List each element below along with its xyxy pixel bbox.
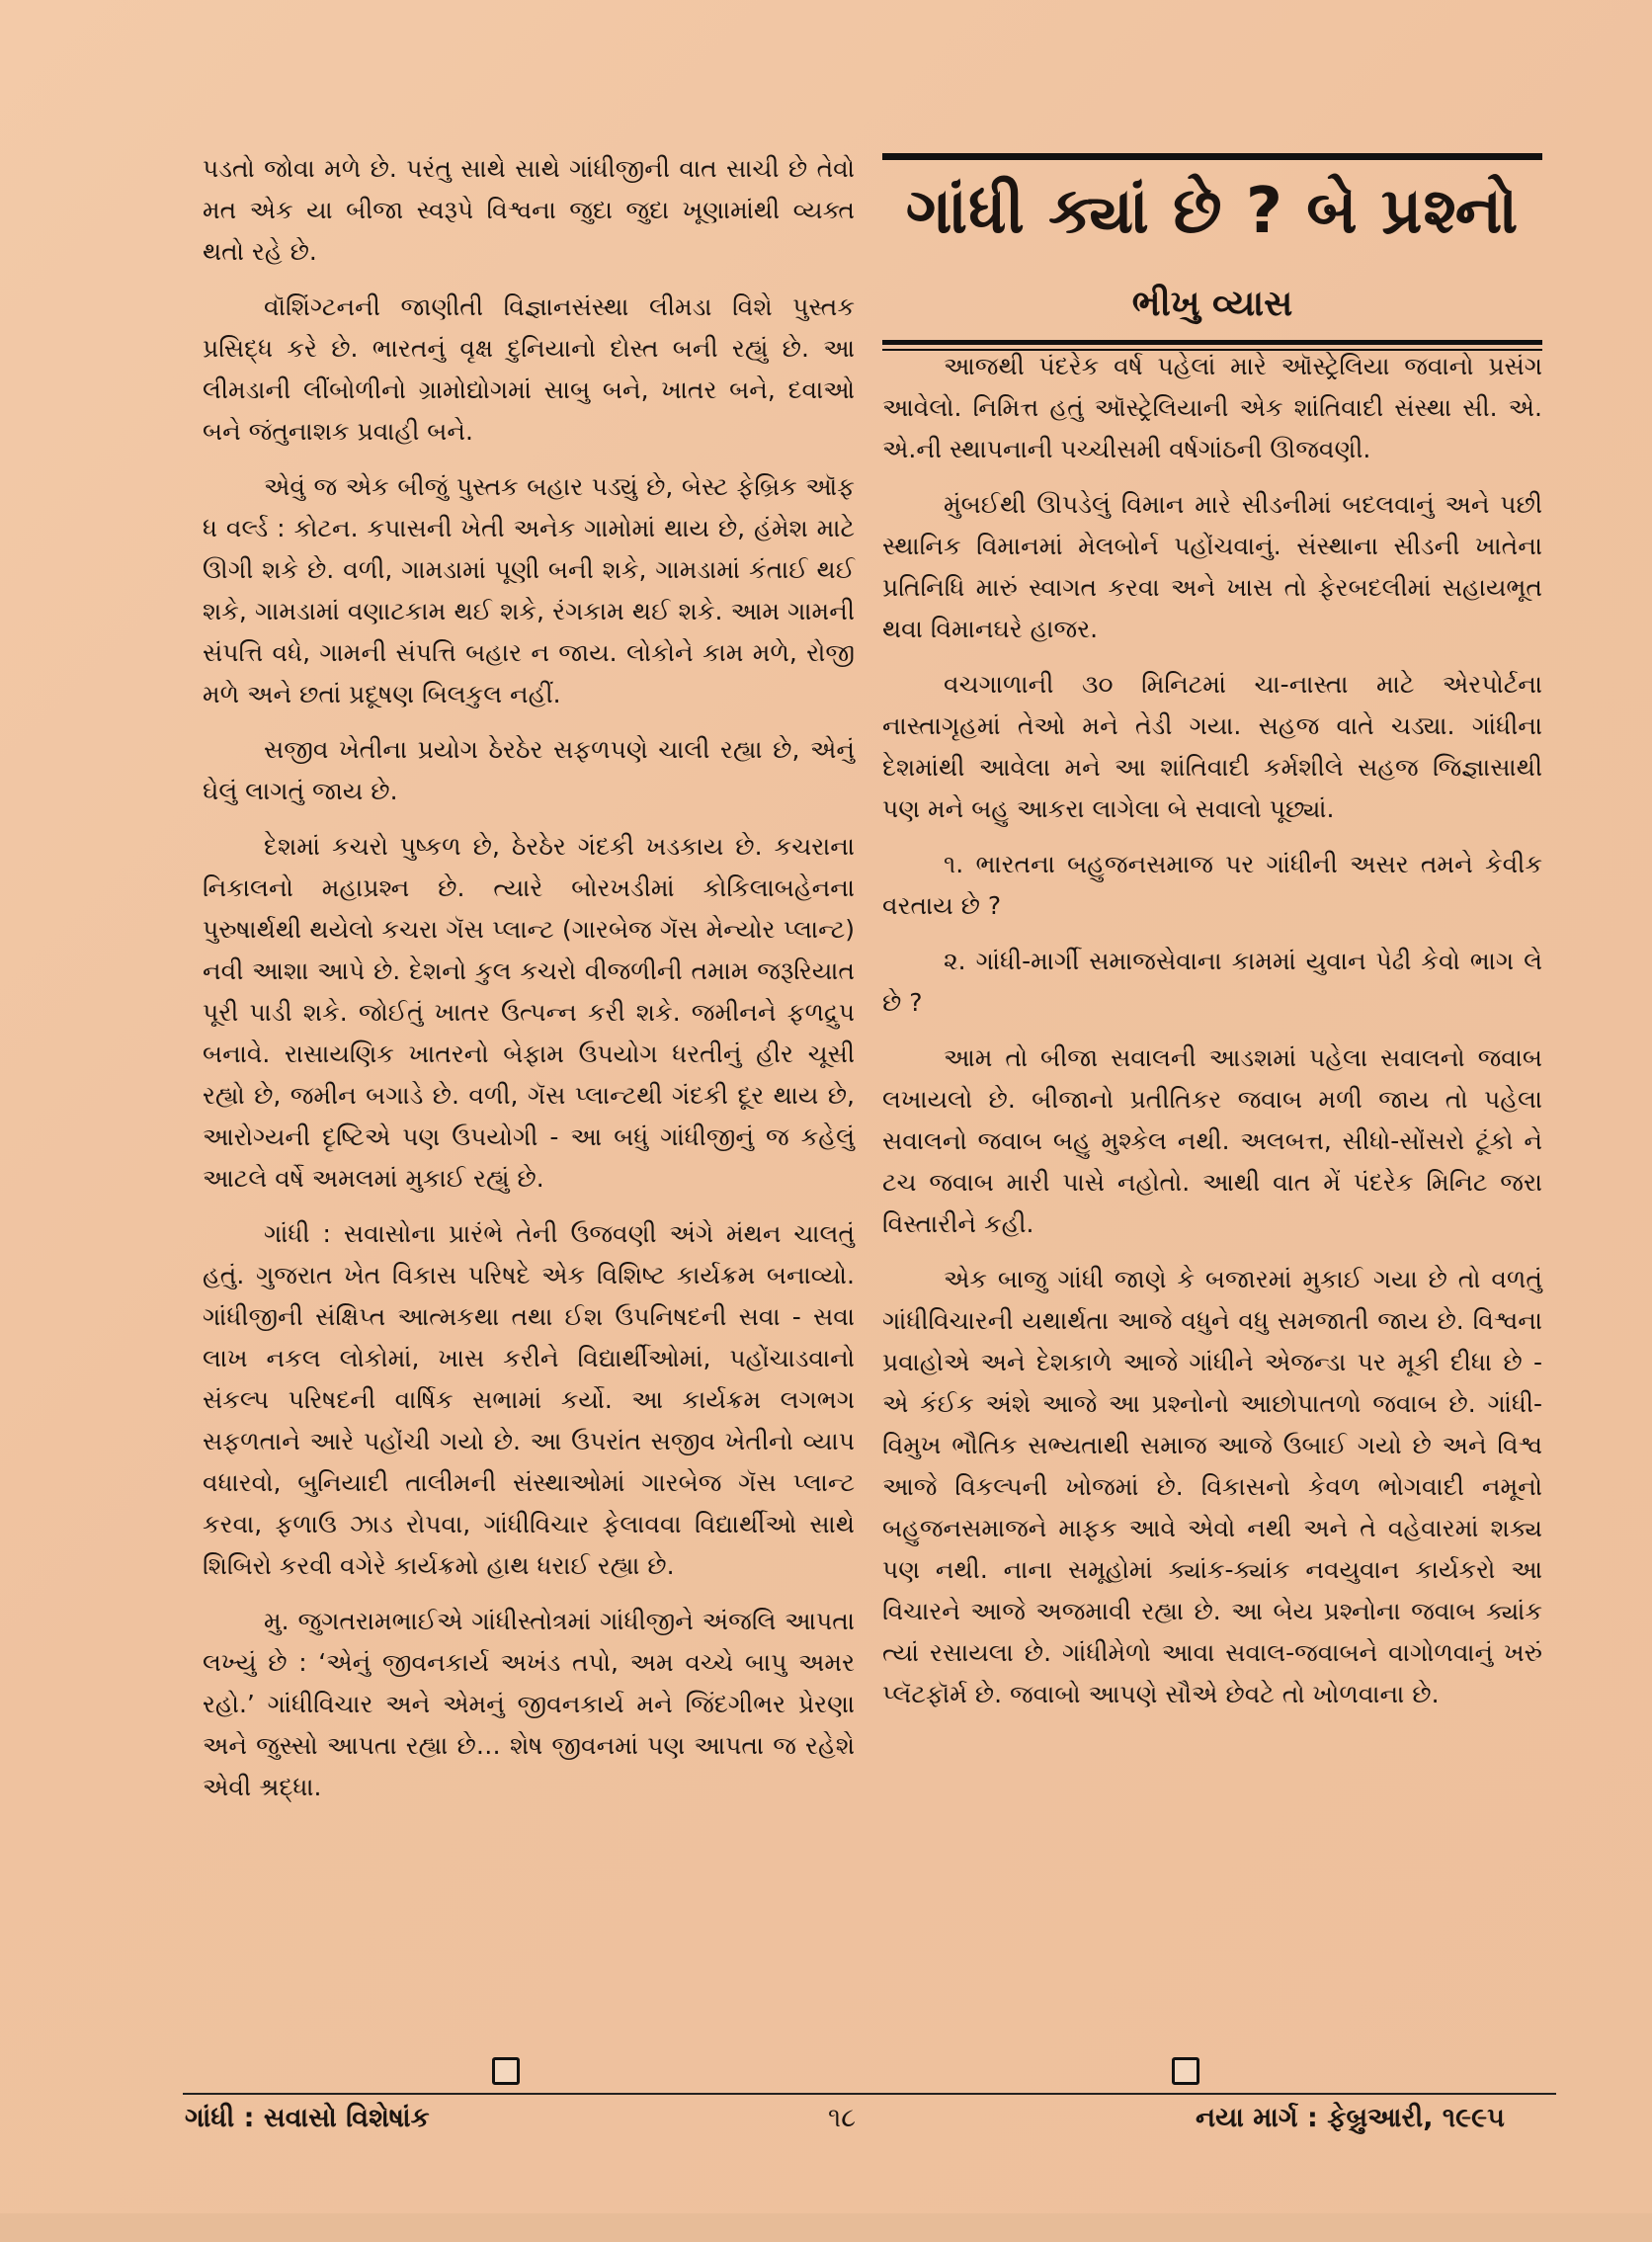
right-paragraph-5: એક બાજુ ગાંધી જાણે કે બજારમાં મુકાઈ ગયા છે તો વળતું ગાંધીવિચારની યથાર્થતા આજે વધુને વધુ સમજાતી જાય છે. વિશ્વના પ્રવાહોએ અને દેશકાળે આજે ગાંધીને એજન્ડા પર મૂકી દીધા છે - એ કંઈક અંશે આજે આ પ્રશ્નોનો આછોપાતળો જવાબ છે. ગાંધી-વિમુખ ભૌતિક સભ્યતાથી સમાજ આજે ઉબાઈ ગયો છે અને વિશ્વ આજે વિકલ્પની ખોજમાં છે. વિકાસનો કેવળ ભોગવાદી નમૂનો બહુજનસમાજને માફક આવે એવો નથી અને તે વહેવારમાં શક્ય પણ નથી. નાના સમૂહોમાં ક્યાંક-ક્યાંક નવયુવાન કાર્યકરો આ વિચારને આજે અજમાવી રહ્યા છે. આ બેય પ્રશ્નોના જવાબ ક્યાંક ત્યાં રસાયલા છે. ગાંધીમેળો આવા સવાલ-જવાબને વાગોળવાનું ખરું પ્લૅટફૉર્મ છે. જવાબો આપણે સૌએ છેવટે તો ખોળવાના છે. xyxy=(882,1265,1542,1708)
question-2: ૨. ગાંધી-માર્ગી સમાજસેવાના કામમાં યુવાન પેઢી કેવો ભાગ લે છે ? xyxy=(882,947,1542,1017)
left-paragraph-4: સજીવ ખેતીના પ્રયોગ ઠેરઠેર સફળપણે ચાલી રહ્યા છે, એનું ઘેલું લાગતું જાય છે. xyxy=(203,735,855,805)
article-header xyxy=(882,153,1542,351)
question-1: ૧. ભારતના બહુજનસમાજ પર ગાંધીની અસર તમને કેવીક વરતાય છે ? xyxy=(882,850,1542,920)
left-paragraph-7: મુ. જુગતરામભાઈએ ગાંધીસ્તોત્રમાં ગાંધીજીને અંજલિ આપતા લખ્યું છે : ‘એનું જીવનકાર્ય અખંડ તપો, અમ વચ્ચે બાપુ અમર રહો.’ ગાંધીવિચાર અને એમનું જીવનકાર્ય મને જિંદગીભર પ્રેરણા અને જુસ્સો આપતા રહ્યા છે… શેષ જીવનમાં પણ આપતા જ રહેશે એવી શ્રદ્ધા. xyxy=(203,1607,855,1801)
right-paragraph-4: આમ તો બીજા સવાલની આડશમાં પહેલા સવાલનો જવાબ લખાયલો છે. બીજાનો પ્રતીતિકર જવાબ મળી જાય તો પહેલા સવાલનો જવાબ બહુ મુશ્કેલ નથી. અલબત્ત, સીધો-સોંસરો ટૂંકો ને ટચ જવાબ મારી પાસે નહોતો. આથી વાત મેં પંદરેક મિનિટ જરા વિસ્તારીને કહી. xyxy=(882,1043,1542,1238)
left-paragraph-5: દેશમાં કચરો પુષ્કળ છે, ઠેરઠેર ગંદકી ખડકાય છે. કચરાના નિકાલનો મહાપ્રશ્ન છે. ત્યારે બોરખડીમાં કોકિલાબહેનના પુરુષાર્થથી થયેલો કચરા ગૅસ પ્લાન્ટ (ગારબેજ ગૅસ મેન્યોર પ્લાન્ટ) નવી આશા આપે છે. દેશનો કુલ કચરો વીજળીની તમામ જરૂરિયાત પૂરી પાડી શકે. જોઈતું ખાતર ઉત્પન્ન કરી શકે. જમીનને ફળદ્રુપ બનાવે. રાસાયણિક ખાતરનો બેફામ ઉપયોગ ધરતીનું હીર ચૂસી રહ્યો છે, જમીન બગાડે છે. વળી, ગૅસ પ્લાન્ટથી ગંદકી દૂર થાય છે, આરોગ્યની દૃષ્ટિએ પણ ઉપયોગી - આ બધું ગાંધીજીનું જ કહેલું આટલે વર્ષે અમલમાં મુકાઈ રહ્યું છે. xyxy=(203,832,855,1193)
article-title: ગાંધી ક્યાં છે ? બે પ્રશ્નો xyxy=(905,175,1520,248)
article-author: ભીખુ વ્યાસ xyxy=(1131,284,1293,324)
left-paragraph-1: પડતો જોવા મળે છે. પરંતુ સાથે સાથે ગાંધીજીની વાત સાચી છે તેવો મત એક યા બીજા સ્વરૂપે વિશ્વના જુદા જુદા ખૂણામાંથી વ્યક્ત થતો રહે છે. xyxy=(203,154,855,266)
left-column xyxy=(203,148,855,1822)
page-number: ૧૮ xyxy=(828,2103,857,2133)
right-column xyxy=(882,346,1542,1729)
page-bottom-edge xyxy=(0,2213,1652,2242)
right-paragraph-2: મુંબઈથી ઊપડેલું વિમાન મારે સીડનીમાં બદલવાનું અને પછી સ્થાનિક વિમાનમાં મેલબોર્ન પહોંચવાનું. સંસ્થાના સીડની ખાતેના પ્રતિનિધિ મારું સ્વાગત કરવા અને ખાસ તો ફેરબદલીમાં સહાયભૂત થવા વિમાનઘરે હાજર. xyxy=(882,490,1542,643)
left-end-mark-icon xyxy=(492,2057,520,2085)
footer-issue-title: ગાંધી : સવાસો વિશેષાંક xyxy=(185,2103,430,2133)
right-paragraph-1: આજથી પંદરેક વર્ષ પહેલાં મારે ઑસ્ટ્રેલિયા જવાનો પ્રસંગ આવેલો. નિમિત્ત હતું ઑસ્ટ્રેલિયાની એક શાંતિવાદી સંસ્થા સી. એ. એ.ની સ્થાપનાની પચ્ચીસમી વર્ષગાંઠની ઊજવણી. xyxy=(882,352,1542,463)
footer-rule xyxy=(183,2093,1556,2095)
footer-publication-date: નયા માર્ગ : ફેબ્રુઆરી, ૧૯૯૫ xyxy=(1196,2103,1505,2133)
left-paragraph-6: ગાંધી : સવાસોના પ્રારંભે તેની ઉજવણી અંગે મંથન ચાલતું હતું. ગુજરાત ખેત વિકાસ પરિષદે એક વિશિષ્ટ કાર્યક્રમ બનાવ્યો. ગાંધીજીની સંક્ષિપ્ત આત્મકથા તથા ઈશ ઉપનિષદની સવા - સવા લાખ નકલ લોકોમાં, ખાસ કરીને વિદ્યાર્થીઓમાં, પહોંચાડવાનો સંકલ્પ પરિષદની વાર્ષિક સભામાં કર્યો. આ કાર્યક્રમ લગભગ સફળતાને આરે પહોંચી ગયો છે. આ ઉપરાંત સજીવ ખેતીનો વ્યાપ વધારવો, બુનિયાદી તાલીમની સંસ્થાઓમાં ગારબેજ ગૅસ પ્લાન્ટ કરવા, ફળાઉ ઝાડ રોપવા, ગાંધીવિચાર ફેલાવવા વિદ્યાર્થીઓ સાથે શિબિરો કરવી વગેરે કાર્યક્રમો હાથ ધરાઈ રહ્યા છે. xyxy=(203,1219,855,1580)
title-top-rule xyxy=(882,153,1542,160)
left-paragraph-2: વૉશિંગ્ટનની જાણીતી વિજ્ઞાનસંસ્થા લીમડા વિશે પુસ્તક પ્રસિદ્ધ કરે છે. ભારતનું વૃક્ષ દુનિયાનો દોસ્ત બની રહ્યું છે. આ લીમડાની લીંબોળીનો ગ્રામોદ્યોગમાં સાબુ બને, ખાતર બને, દવાઓ બને જંતુનાશક પ્રવાહી બને. xyxy=(203,292,855,446)
left-paragraph-3: એવું જ એક બીજું પુસ્તક બહાર પડ્યું છે, બેસ્ટ ફેબ્રિક ઑફ ધ વર્લ્ડ : કોટન. કપાસની ખેતી અનેક ગામોમાં થાય છે, હંમેશ માટે ઊગી શકે છે. વળી, ગામડામાં પૂણી બની શકે, ગામડામાં કંતાઈ થઈ શકે, ગામડામાં વણાટકામ થઈ શકે, રંગકામ થઈ શકે. આમ ગામની સંપત્તિ વધે, ગામની સંપત્તિ બહાર ન જાય. લોકોને કામ મળે, રોજી મળે અને છતાં પ્રદૂષણ બિલકુલ નહીં. xyxy=(203,472,855,708)
right-end-mark-icon xyxy=(1172,2057,1199,2085)
right-paragraph-3: વચગાળાની ૩૦ મિનિટમાં ચા-નાસ્તા માટે એરપોર્ટના નાસ્તાગૃહમાં તેઓ મને તેડી ગયા. સહજ વાતે ચડ્યા. ગાંધીના દેશમાંથી આવેલા મને આ શાંતિવાદી કર્મશીલે સહજ જિજ્ઞાસાથી પણ મને બહુ આકરા લાગેલા બે સવાલો પૂછ્યાં. xyxy=(882,670,1542,823)
